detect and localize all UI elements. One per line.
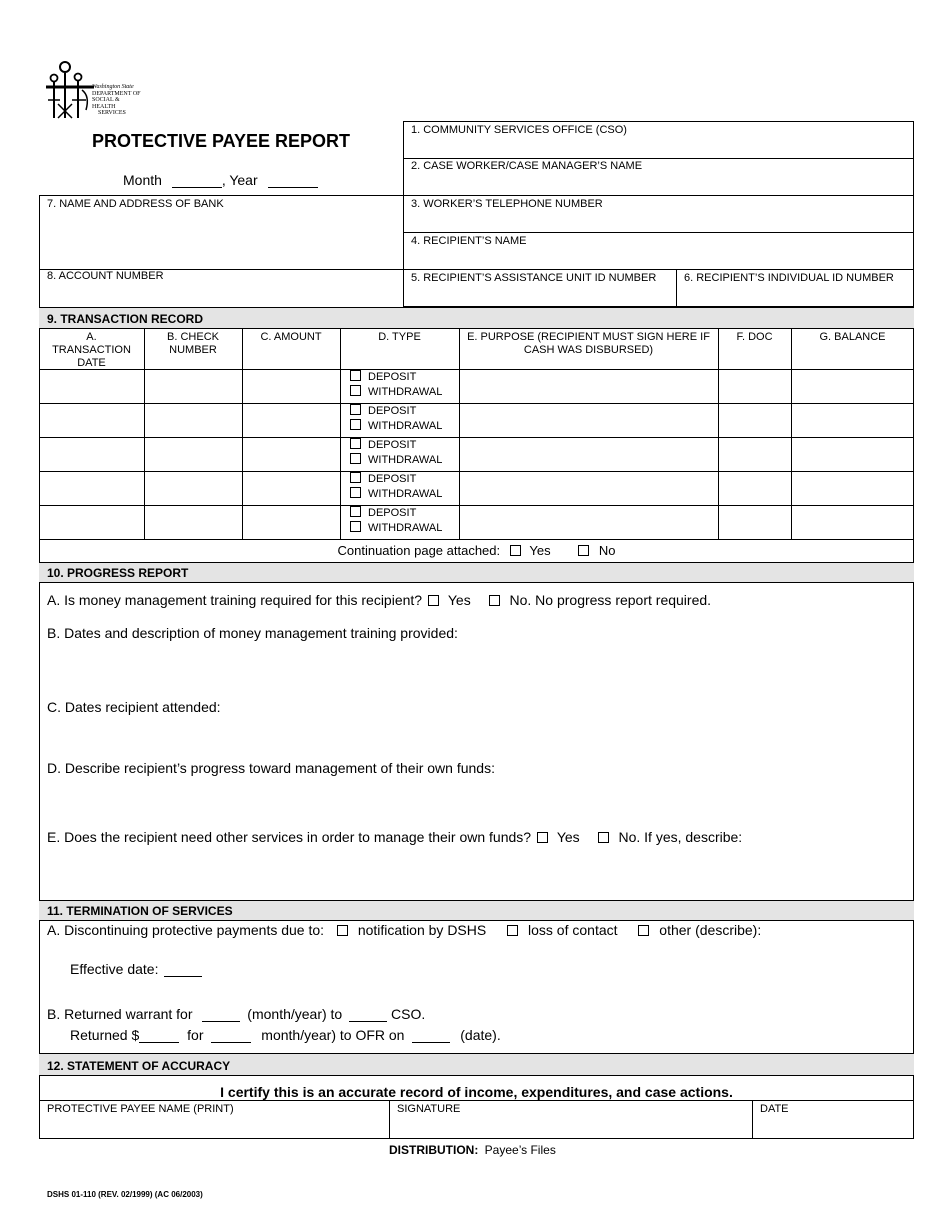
progress-e-text: E. Does the recipient need other services in order to manage their own funds? bbox=[47, 829, 532, 845]
logo-line-3: SOCIAL & HEALTH bbox=[92, 97, 120, 110]
form-number: DSHS 01-110 (REV. 02/1999) (AC 06/2003) bbox=[47, 1190, 203, 1199]
progress-section-header: 10. PROGRESS REPORT bbox=[39, 562, 914, 583]
certify-statement: I certify this is an accurate record of income, expenditures, and case actions. bbox=[220, 1084, 733, 1100]
termination-section-header: 11. TERMINATION OF SERVICES bbox=[39, 900, 914, 921]
notification-dshs-label: notification by DSHS bbox=[357, 922, 487, 938]
continuation-line bbox=[39, 543, 914, 558]
progress-question-e bbox=[47, 829, 742, 845]
deposit-checkbox[interactable] bbox=[350, 506, 361, 517]
returned-amount-field[interactable] bbox=[139, 1042, 179, 1043]
progress-a-text: A. Is money management training required for this recipient? bbox=[47, 592, 423, 608]
services-yes-label: Yes bbox=[556, 829, 580, 845]
services-no-checkbox[interactable] bbox=[598, 832, 609, 843]
table-row bbox=[350, 438, 442, 468]
year-label: , Year bbox=[221, 172, 258, 188]
continuation-no-label: No bbox=[598, 543, 616, 558]
training-yes-label: Yes bbox=[447, 592, 471, 608]
deposit-label: DEPOSIT bbox=[368, 371, 417, 383]
returned-amount-for: for bbox=[187, 1027, 204, 1043]
cso-field[interactable]: 1. COMMUNITY SERVICES OFFICE (CSO) bbox=[411, 124, 627, 136]
training-no-checkbox[interactable] bbox=[489, 595, 500, 606]
continuation-label: Continuation page attached: bbox=[337, 543, 501, 558]
other-reason-checkbox[interactable] bbox=[638, 925, 649, 936]
training-yes-checkbox[interactable] bbox=[428, 595, 439, 606]
returned-warrant-mid: (month/year) to bbox=[247, 1006, 343, 1022]
payee-name-field[interactable]: PROTECTIVE PAYEE NAME (PRINT) bbox=[47, 1103, 234, 1115]
training-no-label: No. No progress report required. bbox=[509, 592, 712, 608]
withdrawal-checkbox[interactable] bbox=[350, 521, 361, 532]
progress-question-d[interactable]: D. Describe recipient’s progress toward management of their own funds: bbox=[47, 760, 495, 776]
distribution-value: Payee’s Files bbox=[484, 1143, 556, 1157]
withdrawal-checkbox[interactable] bbox=[350, 385, 361, 396]
termination-a-text: A. Discontinuing protective payments due to: bbox=[47, 922, 325, 938]
returned-warrant-line bbox=[47, 1006, 425, 1022]
notification-dshs-checkbox[interactable] bbox=[337, 925, 348, 936]
effective-date-field[interactable] bbox=[164, 976, 202, 977]
returned-warrant-prefix: B. Returned warrant for bbox=[47, 1006, 193, 1022]
progress-question-b[interactable]: B. Dates and description of money management training provided: bbox=[47, 625, 458, 641]
month-label: Month bbox=[123, 172, 162, 188]
table-row bbox=[350, 472, 442, 502]
progress-question-a bbox=[47, 592, 711, 608]
withdrawal-checkbox[interactable] bbox=[350, 487, 361, 498]
returned-for-field[interactable] bbox=[211, 1042, 251, 1043]
warrant-month-year-field[interactable] bbox=[202, 1021, 240, 1022]
loss-of-contact-checkbox[interactable] bbox=[507, 925, 518, 936]
deposit-label: DEPOSIT bbox=[368, 473, 417, 485]
termination-a bbox=[47, 922, 761, 938]
returned-warrant-suffix: CSO. bbox=[391, 1006, 426, 1022]
year-field[interactable] bbox=[268, 187, 318, 188]
deposit-label: DEPOSIT bbox=[368, 439, 417, 451]
withdrawal-label: WITHDRAWAL bbox=[368, 522, 443, 534]
table-row bbox=[350, 404, 442, 434]
case-worker-field[interactable]: 2. CASE WORKER/CASE MANAGER’S NAME bbox=[411, 160, 643, 172]
dshs-logo bbox=[44, 60, 144, 120]
deposit-checkbox[interactable] bbox=[350, 370, 361, 381]
telephone-field[interactable]: 3. WORKER’S TELEPHONE NUMBER bbox=[411, 198, 603, 210]
dshs-figures-icon bbox=[44, 60, 96, 120]
recipient-name-field[interactable]: 4. RECIPIENT’S NAME bbox=[411, 235, 527, 247]
services-yes-checkbox[interactable] bbox=[537, 832, 548, 843]
col-type: D. TYPE bbox=[378, 331, 421, 343]
accuracy-section-header: 12. STATEMENT OF ACCURACY bbox=[39, 1053, 914, 1076]
returned-amount-mid: month/year) to OFR on bbox=[261, 1027, 405, 1043]
logo-line-1: Washington State bbox=[92, 84, 134, 90]
individual-id-field[interactable]: 6. RECIPIENT’S INDIVIDUAL ID NUMBER bbox=[684, 272, 894, 284]
distribution-label: DISTRIBUTION: bbox=[389, 1143, 479, 1157]
assistance-unit-field[interactable]: 5. RECIPIENT’S ASSISTANCE UNIT ID NUMBER bbox=[411, 272, 657, 284]
continuation-no-checkbox[interactable] bbox=[578, 545, 589, 556]
transaction-section-header: 9. TRANSACTION RECORD bbox=[39, 307, 914, 329]
form-title: PROTECTIVE PAYEE REPORT bbox=[91, 131, 351, 151]
signature-field[interactable]: SIGNATURE bbox=[397, 1103, 461, 1115]
withdrawal-label: WITHDRAWAL bbox=[368, 488, 443, 500]
bank-field[interactable]: 7. NAME AND ADDRESS OF BANK bbox=[47, 198, 224, 210]
month-field[interactable] bbox=[172, 187, 222, 188]
distribution-line bbox=[389, 1143, 556, 1157]
returned-amount-prefix: Returned $ bbox=[70, 1027, 140, 1043]
col-transaction-date: A. TRANSACTION DATE bbox=[52, 331, 131, 369]
col-purpose: E. PURPOSE (RECIPIENT MUST SIGN HERE IF CASH WAS DISBURSED) bbox=[467, 331, 710, 356]
withdrawal-checkbox[interactable] bbox=[350, 419, 361, 430]
col-balance: G. BALANCE bbox=[819, 331, 886, 343]
other-reason-label: other (describe): bbox=[659, 922, 762, 938]
withdrawal-label: WITHDRAWAL bbox=[368, 454, 443, 466]
effective-date-line bbox=[70, 961, 202, 977]
deposit-label: DEPOSIT bbox=[368, 507, 417, 519]
services-no-label: No. If yes, describe: bbox=[618, 829, 743, 845]
month-year-line bbox=[123, 172, 318, 188]
warrant-cso-field[interactable] bbox=[349, 1021, 387, 1022]
col-amount: C. AMOUNT bbox=[260, 331, 322, 343]
withdrawal-label: WITHDRAWAL bbox=[368, 420, 443, 432]
col-check-number: B. CHECK NUMBER bbox=[167, 331, 219, 356]
deposit-checkbox[interactable] bbox=[350, 438, 361, 449]
account-number-field[interactable]: 8. ACCOUNT NUMBER bbox=[47, 270, 164, 282]
continuation-yes-label: Yes bbox=[529, 543, 551, 558]
deposit-checkbox[interactable] bbox=[350, 404, 361, 415]
table-row bbox=[350, 506, 442, 536]
col-doc: F. DOC bbox=[736, 331, 773, 343]
logo-line-2: DEPARTMENT OF bbox=[92, 90, 141, 97]
returned-amount-line bbox=[70, 1027, 501, 1043]
continuation-yes-checkbox[interactable] bbox=[510, 545, 521, 556]
date-field[interactable]: DATE bbox=[760, 1103, 789, 1115]
effective-date-label: Effective date: bbox=[70, 961, 159, 977]
deposit-checkbox[interactable] bbox=[350, 472, 361, 483]
withdrawal-label: WITHDRAWAL bbox=[368, 386, 443, 398]
loss-of-contact-label: loss of contact bbox=[528, 922, 618, 938]
logo-line-4: SERVICES bbox=[98, 110, 126, 116]
ofr-date-field[interactable] bbox=[412, 1042, 450, 1043]
table-row bbox=[350, 370, 442, 400]
deposit-label: DEPOSIT bbox=[368, 405, 417, 417]
progress-question-c[interactable]: C. Dates recipient attended: bbox=[47, 699, 221, 715]
returned-amount-suffix: (date). bbox=[460, 1027, 501, 1043]
withdrawal-checkbox[interactable] bbox=[350, 453, 361, 464]
